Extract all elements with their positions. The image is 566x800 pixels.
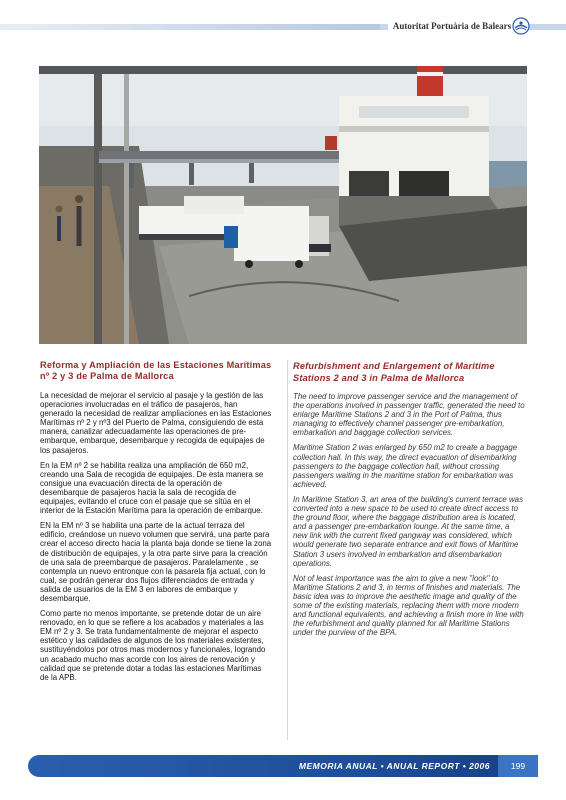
footer-bar bbox=[28, 755, 538, 777]
english-column bbox=[293, 360, 525, 643]
footer-report-title: MEMORIA ANUAL • ANUAL REPORT • 2006 bbox=[298, 761, 490, 771]
english-paragraph: Maritime Station 2 was enlarged by 650 m2 to create a baggage collection hall. In this way, the direct evacuation of disembarking passengers to the baggage collection hall, without crossing passengers waiting in the maritime station for embarkation was achieved. bbox=[293, 443, 518, 489]
spanish-column bbox=[40, 360, 272, 688]
page-number: 199 bbox=[498, 755, 538, 777]
column-divider bbox=[287, 360, 288, 740]
english-paragraph: The need to improve passenger service and the management of the operations involved in passenger traffic, generated the need to enlarge Maritime Stations 2 and 3 in the Port of Palma, thus managing to effectively channel passenger pre-embarkation, embarkation and baggage collection services. bbox=[293, 392, 525, 438]
port-authority-logo-icon bbox=[512, 17, 530, 35]
ferry-terminal-photo bbox=[39, 66, 527, 344]
spanish-paragraph: Como parte no menos importante, se pretende dotar de un aire renovado, en lo que se refiere a los acabados y materiales a las EM nº 2 y 3. Se trata fundamentalmente de mejorar el aspecto estético y las calidades de algunos de los materiales existentes, sustituyéndolos por otros mas modernos y funcionales, logrando un acabado mucho mas acorde con los aires de renovación y calidad que se pretende dotar a todas las estaciones Marítimas de la APB. bbox=[40, 609, 266, 682]
english-heading: Refurbishment and Enlargement of Maritime Stations 2 and 3 in Palma de Mallorca bbox=[293, 361, 495, 383]
english-paragraph: In Maritime Station 3, an area of the building's current terrace was converted into a new space to be used to create direct access to the ground floor, where the baggage distribution area is located, and a passenger pre-embarkation lounge. At the same time, a new link with the current fixed gangway was considered, which would generate two separate entrance and exit flows of Maritime Station 3 users involved in embarkation and disembarkation operations. bbox=[293, 494, 524, 568]
english-paragraph: Not of least importance was the aim to give a new "look" to Maritime Stations 2 and 3, in terms of finishes and materials. The basic idea was to improve the aesthetic image and quality of the some of the existing materials, replacing them with more modern and functional equivalents, and achieving a finish more in line with the refurbishment and quality planned for all Maritime Stations under the purview of the BPA. bbox=[293, 573, 524, 638]
spanish-paragraph: La necesidad de mejorar el servicio al pasaje y la gestión de las operaciones involucradas en el tráfico de pasajeros, han generado la necesidad de realizar ampliaciones en las Estaciones Marítimas nº 2 y nº3 del Puerto de Palma, consiguiendo de esta manera, canalizar adecuadamente las operaciones de pre-embarque, embarque, desembarque y recogida de equipajes de los pasajeros. bbox=[40, 391, 272, 455]
spanish-heading: Reforma y Ampliación de las Estaciones Marítimas nº 2 y 3 de Palma de Mallorca bbox=[40, 360, 272, 381]
spanish-paragraph: En la EM nº 2 se habilita realiza una ampliación de 650 m2, creando una Sala de recogida de equipajes. De esta manera se consigue una evacuación directa de la operación de desembarque de pasajeros hacia la sala de recogida de equipajes, evitando el cruce con el pasaje que se sitúa en el interior de la Estación Marítima para la operación de embarque. bbox=[40, 460, 264, 516]
spanish-paragraph: EN la EM nº 3 se habilita una parte de la actual terraza del edificio, creándose un nuevo volumen que servirá, una parte para crear el acceso directo hacia la planta baja donde se tiene la zona de distribución de equipajes, y la otra parte sirve para la creación de una sala de preembarque de pasajeros. Paralelamente , se contempla un nuevo entronque con la pasarela fija actual, con lo cual, se podrán generar dos flujos diferenciados de entrada y salida de usuarios de la EM 3 en labores de embarque y desembarque. bbox=[40, 521, 272, 603]
org-name: Autoritat Portuària de Balears bbox=[388, 18, 516, 34]
header-rule-right bbox=[532, 24, 566, 30]
